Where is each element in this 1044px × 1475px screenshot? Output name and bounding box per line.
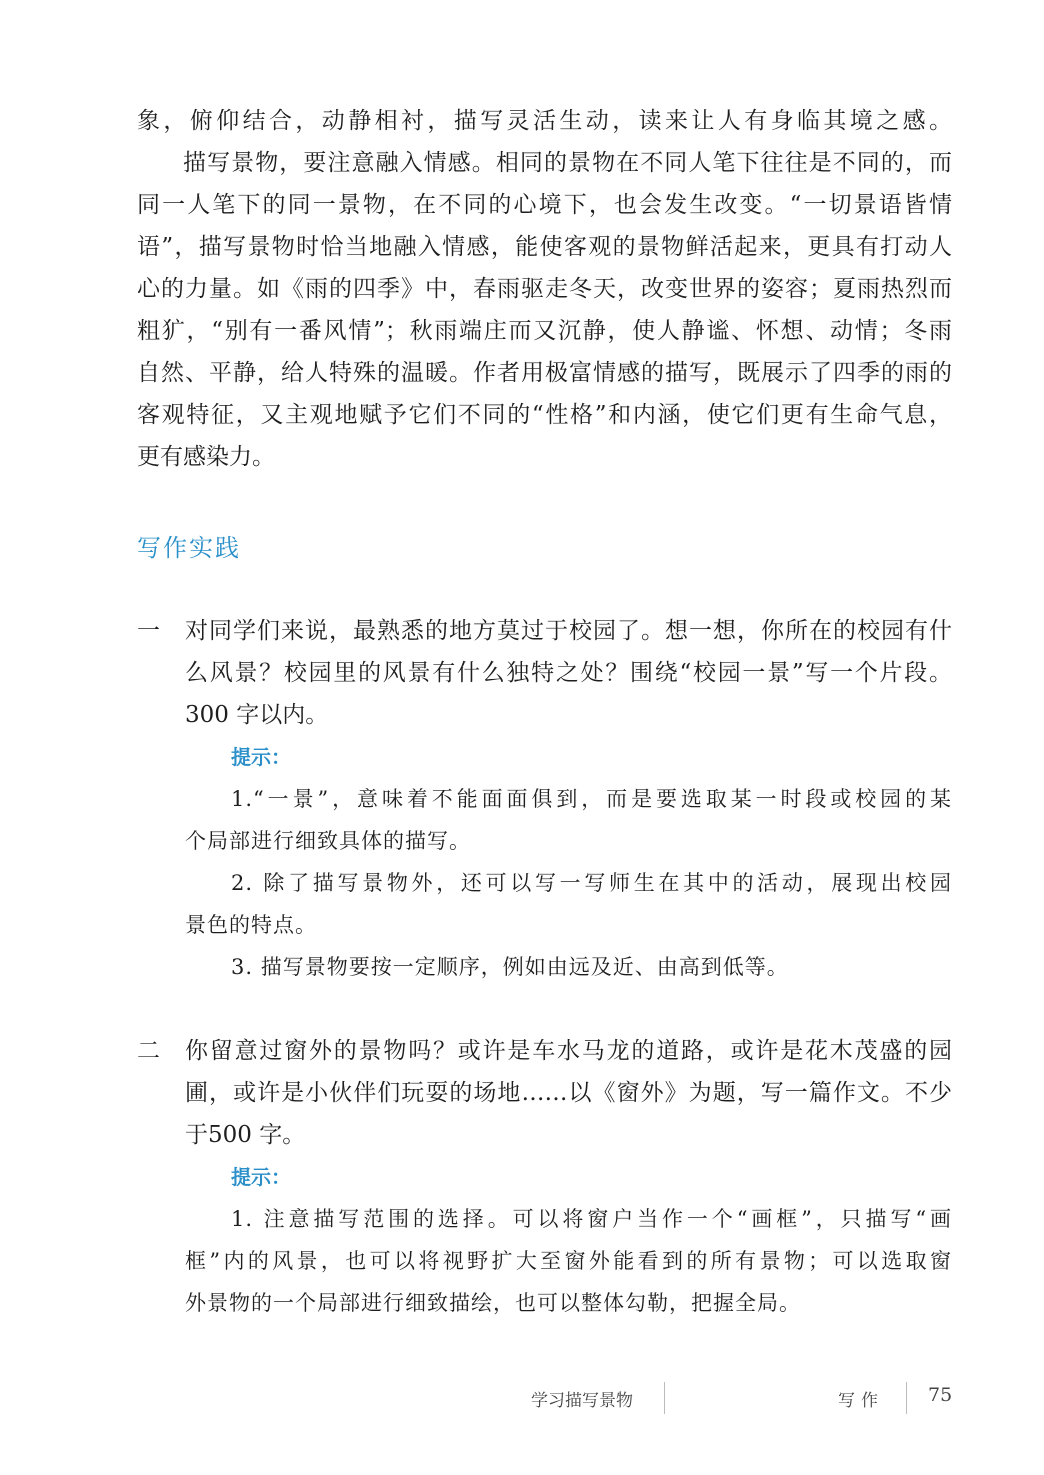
hint-title: 提示： <box>231 1165 291 1189</box>
hint-line: 1.“一景”，意味着不能面面俱到，而是要选取某一时段或校园的某 <box>231 787 952 811</box>
exercise-line: 么风景？校园里的风景有什么独特之处？围绕“校园一景”写一个片段。 <box>185 660 952 686</box>
hint-line: 景色的特点。 <box>185 913 317 937</box>
exercise-body <box>185 610 952 988</box>
exercise-line: 你留意过窗外的景物吗？或许是车水马龙的道路，或许是花木茂盛的园 <box>185 1038 952 1064</box>
body-line: 客观特征，又主观地赋予它们不同的“性格”和内涵，使它们更有生命气息， <box>137 402 952 428</box>
exercise-line: 圃，或许是小伙伴们玩耍的场地……以《窗外》为题，写一篇作文。不少 <box>185 1080 952 1106</box>
footer-divider <box>906 1382 907 1414</box>
body-line: 语”，描写景物时恰当地融入情感，能使客观的景物鲜活起来，更具有打动人 <box>137 234 952 260</box>
exercise-number: 二 <box>137 1038 160 1064</box>
body-line: 粗犷，“别有一番风情”；秋雨端庄而又沉静，使人静谧、怀想、动情；冬雨 <box>137 318 952 344</box>
exercise-body <box>185 1030 952 1324</box>
section-title: 写作实践 <box>137 534 241 562</box>
hint-line: 框”内的风景，也可以将视野扩大至窗外能看到的所有景物；可以选取窗 <box>185 1249 952 1273</box>
footer-divider <box>664 1382 665 1414</box>
exercise-line: 于500 字。 <box>185 1122 306 1148</box>
body-line: 同一人笔下的同一景物，在不同的心境下，也会发生改变。“一切景语皆情 <box>137 192 952 218</box>
hint-title: 提示： <box>231 745 291 769</box>
hint-line: 3. 描写景物要按一定顺序，例如由远及近、由高到低等。 <box>231 955 789 979</box>
body-line: 象，俯仰结合，动静相衬，描写灵活生动，读来让人有身临其境之感。 <box>137 108 952 134</box>
exercise-line: 对同学们来说，最熟悉的地方莫过于校园了。想一想，你所在的校园有什 <box>185 618 952 644</box>
hint-line: 外景物的一个局部进行细致描绘，也可以整体勾勒，把握全局。 <box>185 1291 801 1315</box>
page-number: 75 <box>928 1384 953 1406</box>
footer-chapter-title: 学习描写景物 <box>531 1391 633 1411</box>
hint-line: 2. 除了描写景物外，还可以写一写师生在其中的活动，展现出校园 <box>231 871 952 895</box>
footer-section-label: 写作 <box>838 1391 884 1411</box>
body-line: 描写景物，要注意融入情感。相同的景物在不同人笔下往往是不同的，而 <box>183 150 952 176</box>
body-line: 心的力量。如《雨的四季》中，春雨驱走冬天，改变世界的姿容；夏雨热烈而 <box>137 276 952 302</box>
body-line: 自然、平静，给人特殊的温暖。作者用极富情感的描写，既展示了四季的雨的 <box>137 360 952 386</box>
hint-line: 1. 注意描写范围的选择。可以将窗户当作一个“画框”，只描写“画 <box>231 1207 952 1231</box>
exercise-line: 300 字以内。 <box>185 702 329 728</box>
hint-line: 个局部进行细致具体的描写。 <box>185 829 471 853</box>
body-line: 更有感染力。 <box>137 444 275 470</box>
exercise-number: 一 <box>137 618 160 644</box>
intro-paragraphs <box>137 100 952 478</box>
page-footer <box>0 1378 1044 1418</box>
